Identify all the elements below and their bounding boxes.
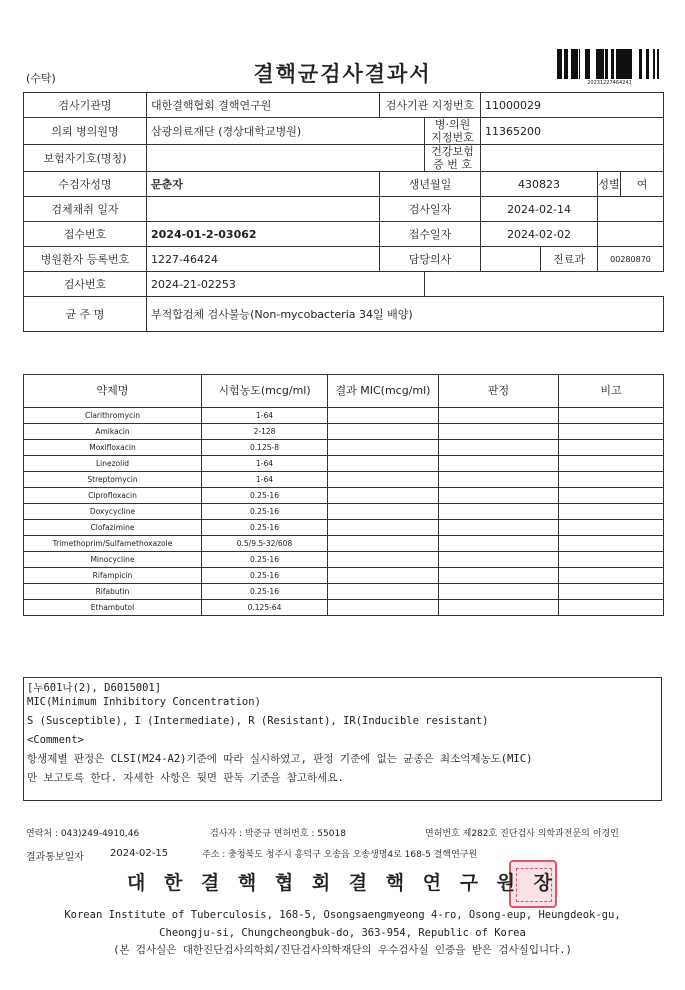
requesting-hospital: 삼광의료재단 (경상대학교병원) (147, 118, 425, 145)
remarks (559, 488, 664, 504)
drug-row (24, 584, 664, 600)
header-concentration: 시험농도(mcg/ml) (202, 375, 328, 408)
drug-row (24, 536, 664, 552)
organism-label: 균 주 명 (24, 297, 147, 332)
drug-row (24, 456, 664, 472)
test-concentration: 1-64 (202, 456, 328, 472)
drug-row (24, 488, 664, 504)
interpretation (439, 488, 559, 504)
interpretation (439, 520, 559, 536)
mic-result (328, 568, 439, 584)
remarks (559, 408, 664, 424)
insurer (147, 145, 425, 172)
notes-legend: S (Susceptible), I (Intermediate), R (Resistant), IR(Inducible resistant) (27, 715, 489, 727)
sex-label: 성별 (598, 172, 621, 197)
interpretation (439, 536, 559, 552)
test-date-extra (598, 197, 664, 222)
receipt-date-label: 접수일자 (380, 222, 481, 247)
test-concentration: 1-64 (202, 408, 328, 424)
patient-name-label: 수검자성명 (24, 172, 147, 197)
drug-susceptibility-table (23, 374, 664, 616)
interpretation (439, 440, 559, 456)
header-drug: 약제명 (24, 375, 202, 408)
patient-info-table (23, 92, 664, 332)
remarks (559, 552, 664, 568)
mic-result (328, 600, 439, 616)
mic-result (328, 440, 439, 456)
interpretation (439, 504, 559, 520)
drug-name: Rifampicin (24, 568, 202, 584)
remarks (559, 584, 664, 600)
drug-name: Ciprofloxacin (24, 488, 202, 504)
doctor-label: 담당의사 (380, 247, 481, 272)
remarks (559, 520, 664, 536)
lab-name-label: 검사기관명 (24, 93, 147, 118)
test-number: 2024-21-02253 (147, 272, 425, 297)
test-concentration: 0.25-16 (202, 520, 328, 536)
barcode-number: 20231227464241 (587, 80, 632, 86)
organism-name: 부적합검체 검사불능(Non-mycobacteria 34일 배양) (147, 297, 664, 332)
physician-license: 면허번호 제282호 진단검사 의학과전문의 이경인 (425, 829, 619, 839)
test-date: 2024-02-14 (481, 197, 598, 222)
test-concentration: 1-64 (202, 472, 328, 488)
receipt-date-extra (598, 222, 664, 247)
birth-date-label: 생년월일 (380, 172, 481, 197)
collection-date-label: 검체채취 일자 (24, 197, 147, 222)
test-number-label: 검사번호 (24, 272, 147, 297)
hospital-code: 11365200 (481, 118, 664, 145)
department-label: 진료과 (541, 247, 598, 272)
test-concentration: 0.25-16 (202, 584, 328, 600)
drug-row (24, 600, 664, 616)
drug-name: Rifabutin (24, 584, 202, 600)
remarks (559, 440, 664, 456)
interpretation (439, 472, 559, 488)
patient-name: 문춘자 (147, 172, 380, 197)
test-concentration: 0.125-8 (202, 440, 328, 456)
interpretation (439, 408, 559, 424)
birth-date: 430823 (481, 172, 598, 197)
drug-row (24, 504, 664, 520)
mic-result (328, 504, 439, 520)
mic-result (328, 584, 439, 600)
drug-row (24, 440, 664, 456)
remarks (559, 536, 664, 552)
drug-name: Streptomycin (24, 472, 202, 488)
submission-type: (수탁) (26, 72, 56, 85)
notes-comment-line2: 만 보고토록 한다. 자세한 사항은 뒷면 판독 기준을 참고하세요. (27, 772, 344, 784)
drug-name: Clofazimine (24, 520, 202, 536)
drug-name: Minocycline (24, 552, 202, 568)
mic-result (328, 472, 439, 488)
remarks (559, 472, 664, 488)
drug-name: Trimethoprim/Sulfamethoxazole (24, 536, 202, 552)
mic-result (328, 424, 439, 440)
registration-number: 1227-46424 (147, 247, 380, 272)
header-remarks: 비고 (559, 375, 664, 408)
sex: 여 (621, 172, 664, 197)
test-concentration: 0.5/9.5-32/608 (202, 536, 328, 552)
insurer-label: 보험자기호(명칭) (24, 145, 147, 172)
notes-code: [누601나(2), D6015001] (27, 682, 162, 694)
mic-result (328, 536, 439, 552)
interpretation (439, 584, 559, 600)
organization-name: 대 한 결 핵 협 회 결 핵 연 구 원 장 (126, 872, 558, 894)
barcode-image (557, 49, 662, 81)
inspector-info: 검사자 : 박준규 면허번호 : 55018 (210, 829, 346, 839)
test-concentration: 0.25-16 (202, 552, 328, 568)
interpretation (439, 424, 559, 440)
test-concentration: 0.125-64 (202, 600, 328, 616)
drug-row (24, 408, 664, 424)
mic-result (328, 552, 439, 568)
remarks (559, 504, 664, 520)
insurance-number (481, 145, 664, 172)
notes-box (23, 677, 662, 801)
drug-row (24, 424, 664, 440)
receipt-number-label: 접수번호 (24, 222, 147, 247)
drug-name: Ethambutol (24, 600, 202, 616)
header-mic-result: 결과 MIC(mcg/ml) (328, 375, 439, 408)
collection-date (147, 197, 380, 222)
remarks (559, 568, 664, 584)
test-concentration: 0.25-16 (202, 504, 328, 520)
test-concentration: 2-128 (202, 424, 328, 440)
english-address (0, 906, 685, 942)
drug-row (24, 552, 664, 568)
mic-result (328, 488, 439, 504)
lab-code: 11000029 (481, 93, 664, 118)
test-number-extra (425, 272, 664, 297)
drug-name: Doxycycline (24, 504, 202, 520)
mic-result (328, 520, 439, 536)
drug-row (24, 472, 664, 488)
english-address-line2: Cheongju-si, Chungcheongbuk-do, 363-954, Republic of Korea (159, 927, 526, 939)
drug-name: Amikacin (24, 424, 202, 440)
report-date: 2024-02-15 (110, 848, 169, 859)
hospital-code-label: 병·의원 지정번호 (425, 118, 481, 145)
receipt-date: 2024-02-02 (481, 222, 598, 247)
korean-address: 주소 : 충청북도 청주시 흥덕구 오송읍 오송생명4로 168-5 결핵연구원 (202, 850, 478, 860)
interpretation (439, 568, 559, 584)
notes-comment-line1: 항생제별 판정은 CLSI(M24-A2)기준에 따라 실시하였고, 판정 기준에 없는 균종은 최소억제농도(MIC) (27, 753, 533, 765)
drug-row (24, 568, 664, 584)
lab-name: 대한결핵협회 결핵연구원 (147, 93, 380, 118)
drug-name: Moxifloxacin (24, 440, 202, 456)
doctor (481, 247, 541, 272)
test-concentration: 0.25-16 (202, 568, 328, 584)
certification-note: (본 검사실은 대한진단검사의학회/진단검사의학재단의 우수검사실 인증을 받은 검사실입니다.) (113, 944, 572, 956)
drug-row (24, 520, 664, 536)
receipt-number: 2024-01-2-03062 (147, 222, 380, 247)
remarks (559, 424, 664, 440)
test-concentration: 0.25-16 (202, 488, 328, 504)
department: 00280870 (598, 247, 664, 272)
english-address-line1: Korean Institute of Tuberculosis, 168-5, Osongsaengmyeong 4-ro, Osong-eup, Heungdeok-gu, (64, 909, 621, 921)
interpretation (439, 456, 559, 472)
remarks (559, 600, 664, 616)
remarks (559, 456, 664, 472)
mic-result (328, 408, 439, 424)
drug-name: Linezolid (24, 456, 202, 472)
insurance-number-label: 건강보험 증 번 호 (425, 145, 481, 172)
document-title: 결핵균검사결과서 (253, 62, 432, 86)
contact-number: 연락처 : 043)249-4910,46 (26, 829, 140, 839)
test-date-label: 검사일자 (380, 197, 481, 222)
lab-code-label: 검사기관 지정번호 (380, 93, 481, 118)
notes-mic-definition: MIC(Minimum Inhibitory Concentration) (27, 696, 261, 708)
notes-comment-label: <Comment> (27, 734, 84, 746)
requesting-hospital-label: 의뢰 병의원명 (24, 118, 147, 145)
interpretation (439, 552, 559, 568)
interpretation (439, 600, 559, 616)
registration-number-label: 병원환자 등록번호 (24, 247, 147, 272)
drug-name: Clarithromycin (24, 408, 202, 424)
header-interpretation: 판정 (439, 375, 559, 408)
report-date-label: 결과통보일자 (26, 852, 84, 863)
mic-result (328, 456, 439, 472)
